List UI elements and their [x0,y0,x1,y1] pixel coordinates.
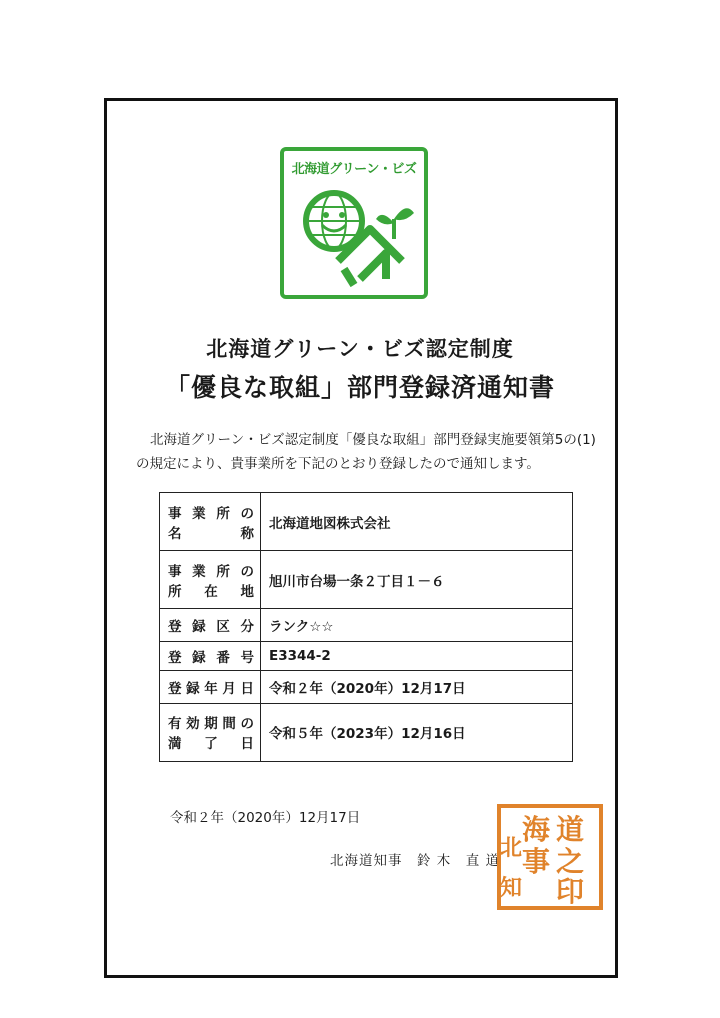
certificate-subtitle: 「優良な取組」部門登録済通知書 [164,373,555,402]
label-line: 名 称 [168,525,254,542]
label-line: 事業所の [168,563,254,580]
row-value: 北海道地図株式会社 [261,493,573,551]
svg-text:海: 海 [521,813,551,846]
row-label [160,671,261,704]
row-value: 令和５年（2023年）12月16日 [261,703,573,761]
row-label [160,493,261,551]
svg-text:之: 之 [555,845,585,878]
table-row [160,703,573,761]
svg-text:印: 印 [555,875,585,908]
label-line: 登録年月日 [168,681,254,698]
row-value: 令和２年（2020年）12月17日 [261,671,573,704]
table-row [160,609,573,642]
issue-date: 令和２年（2020年）12月17日 [170,810,361,826]
table-row [160,551,573,609]
table-row [160,641,573,671]
svg-text:北: 北 [499,835,523,861]
svg-text:知: 知 [499,875,523,901]
green-biz-logo [280,147,428,299]
table-row [160,671,573,704]
label-line: 登録番号 [168,650,254,667]
label-line: 有効期間の [168,716,254,733]
intro-paragraph: 北海道グリーン・ビズ認定制度「優良な取組」部門登録実施要領第5の(1)の規定により、貴事業所を下記のとおり登録したので通知します。 [136,432,596,472]
row-label [160,609,261,642]
label-line: 登録区分 [168,618,254,635]
logo-title: 北海道グリーン・ビズ [291,162,417,177]
row-value: ランク☆☆ [261,609,573,642]
certificate-title: 北海道グリーン・ビズ認定制度 [206,337,514,361]
row-value: E3344-2 [261,641,573,671]
label-line: 満了日 [168,736,254,753]
label-line: 事業所の [168,505,254,522]
row-label [160,641,261,671]
official-seal-icon [496,803,604,911]
table-row [160,493,573,551]
registration-table [159,492,573,762]
row-label [160,703,261,761]
label-line: 所在地 [168,583,254,600]
issuer-name: 北海道知事 鈴 木 直 道 [330,853,501,869]
row-value: 旭川市台場一条２丁目１－６ [261,551,573,609]
row-label [160,551,261,609]
globe-house-icon [290,179,418,289]
svg-text:道: 道 [555,813,585,846]
svg-text:事: 事 [521,845,551,878]
